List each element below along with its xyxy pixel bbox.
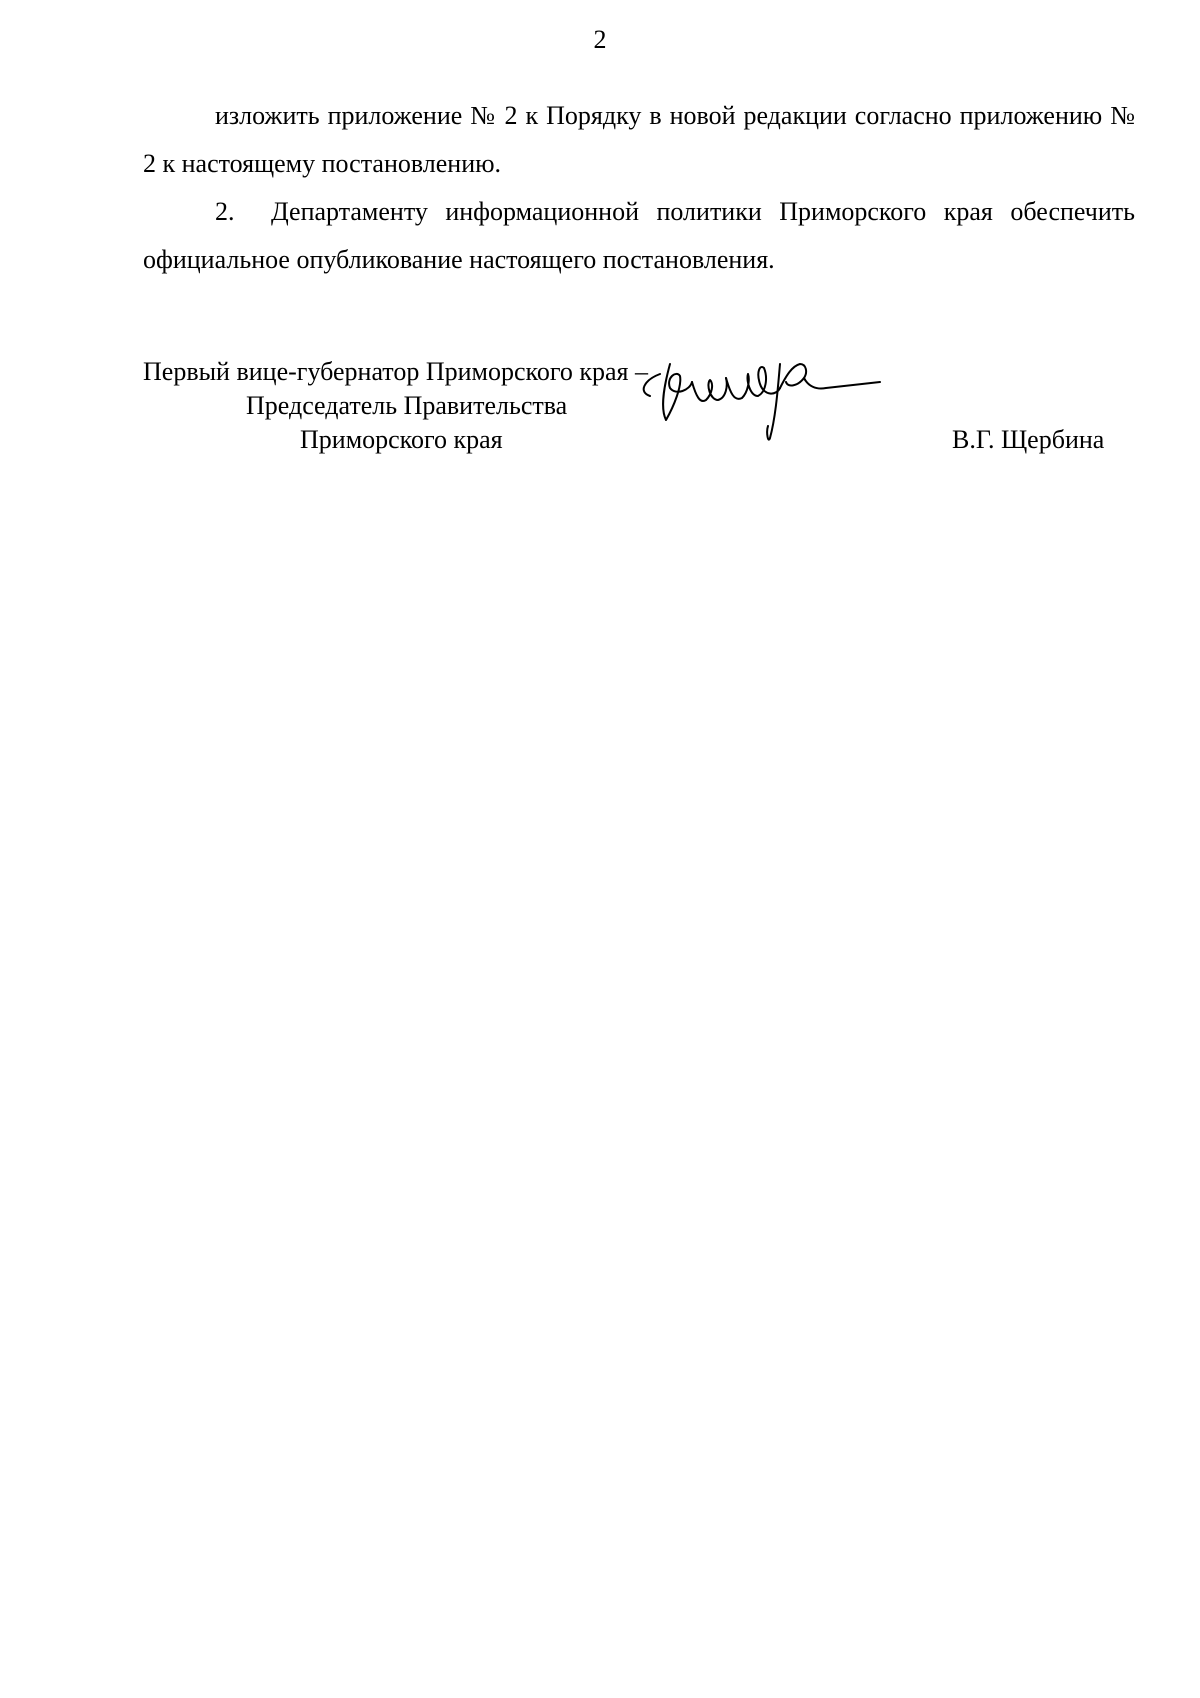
signatory-name: В.Г. Щербина (952, 425, 1105, 454)
page-number: 2 (593, 25, 607, 54)
signature-position-line-3: Приморского края (300, 425, 503, 454)
paragraph-2 (143, 188, 1135, 284)
handwritten-signature (630, 356, 970, 466)
signature-position-line-2: Председатель Правительства (246, 391, 568, 420)
signature-position-line-1: Первый вице-губернатор Приморского края – (143, 357, 648, 386)
paragraph-1: изложить приложение № 2 к Порядку в новой редакции согласно приложению № 2 к настоящему постановлению. (143, 101, 1135, 178)
paragraph-2-number: 2. (215, 197, 235, 226)
paragraph-2-text: Департаменту информационной политики Приморского края обеспечить официальное опубликование настоящего постановления. (143, 197, 1135, 274)
